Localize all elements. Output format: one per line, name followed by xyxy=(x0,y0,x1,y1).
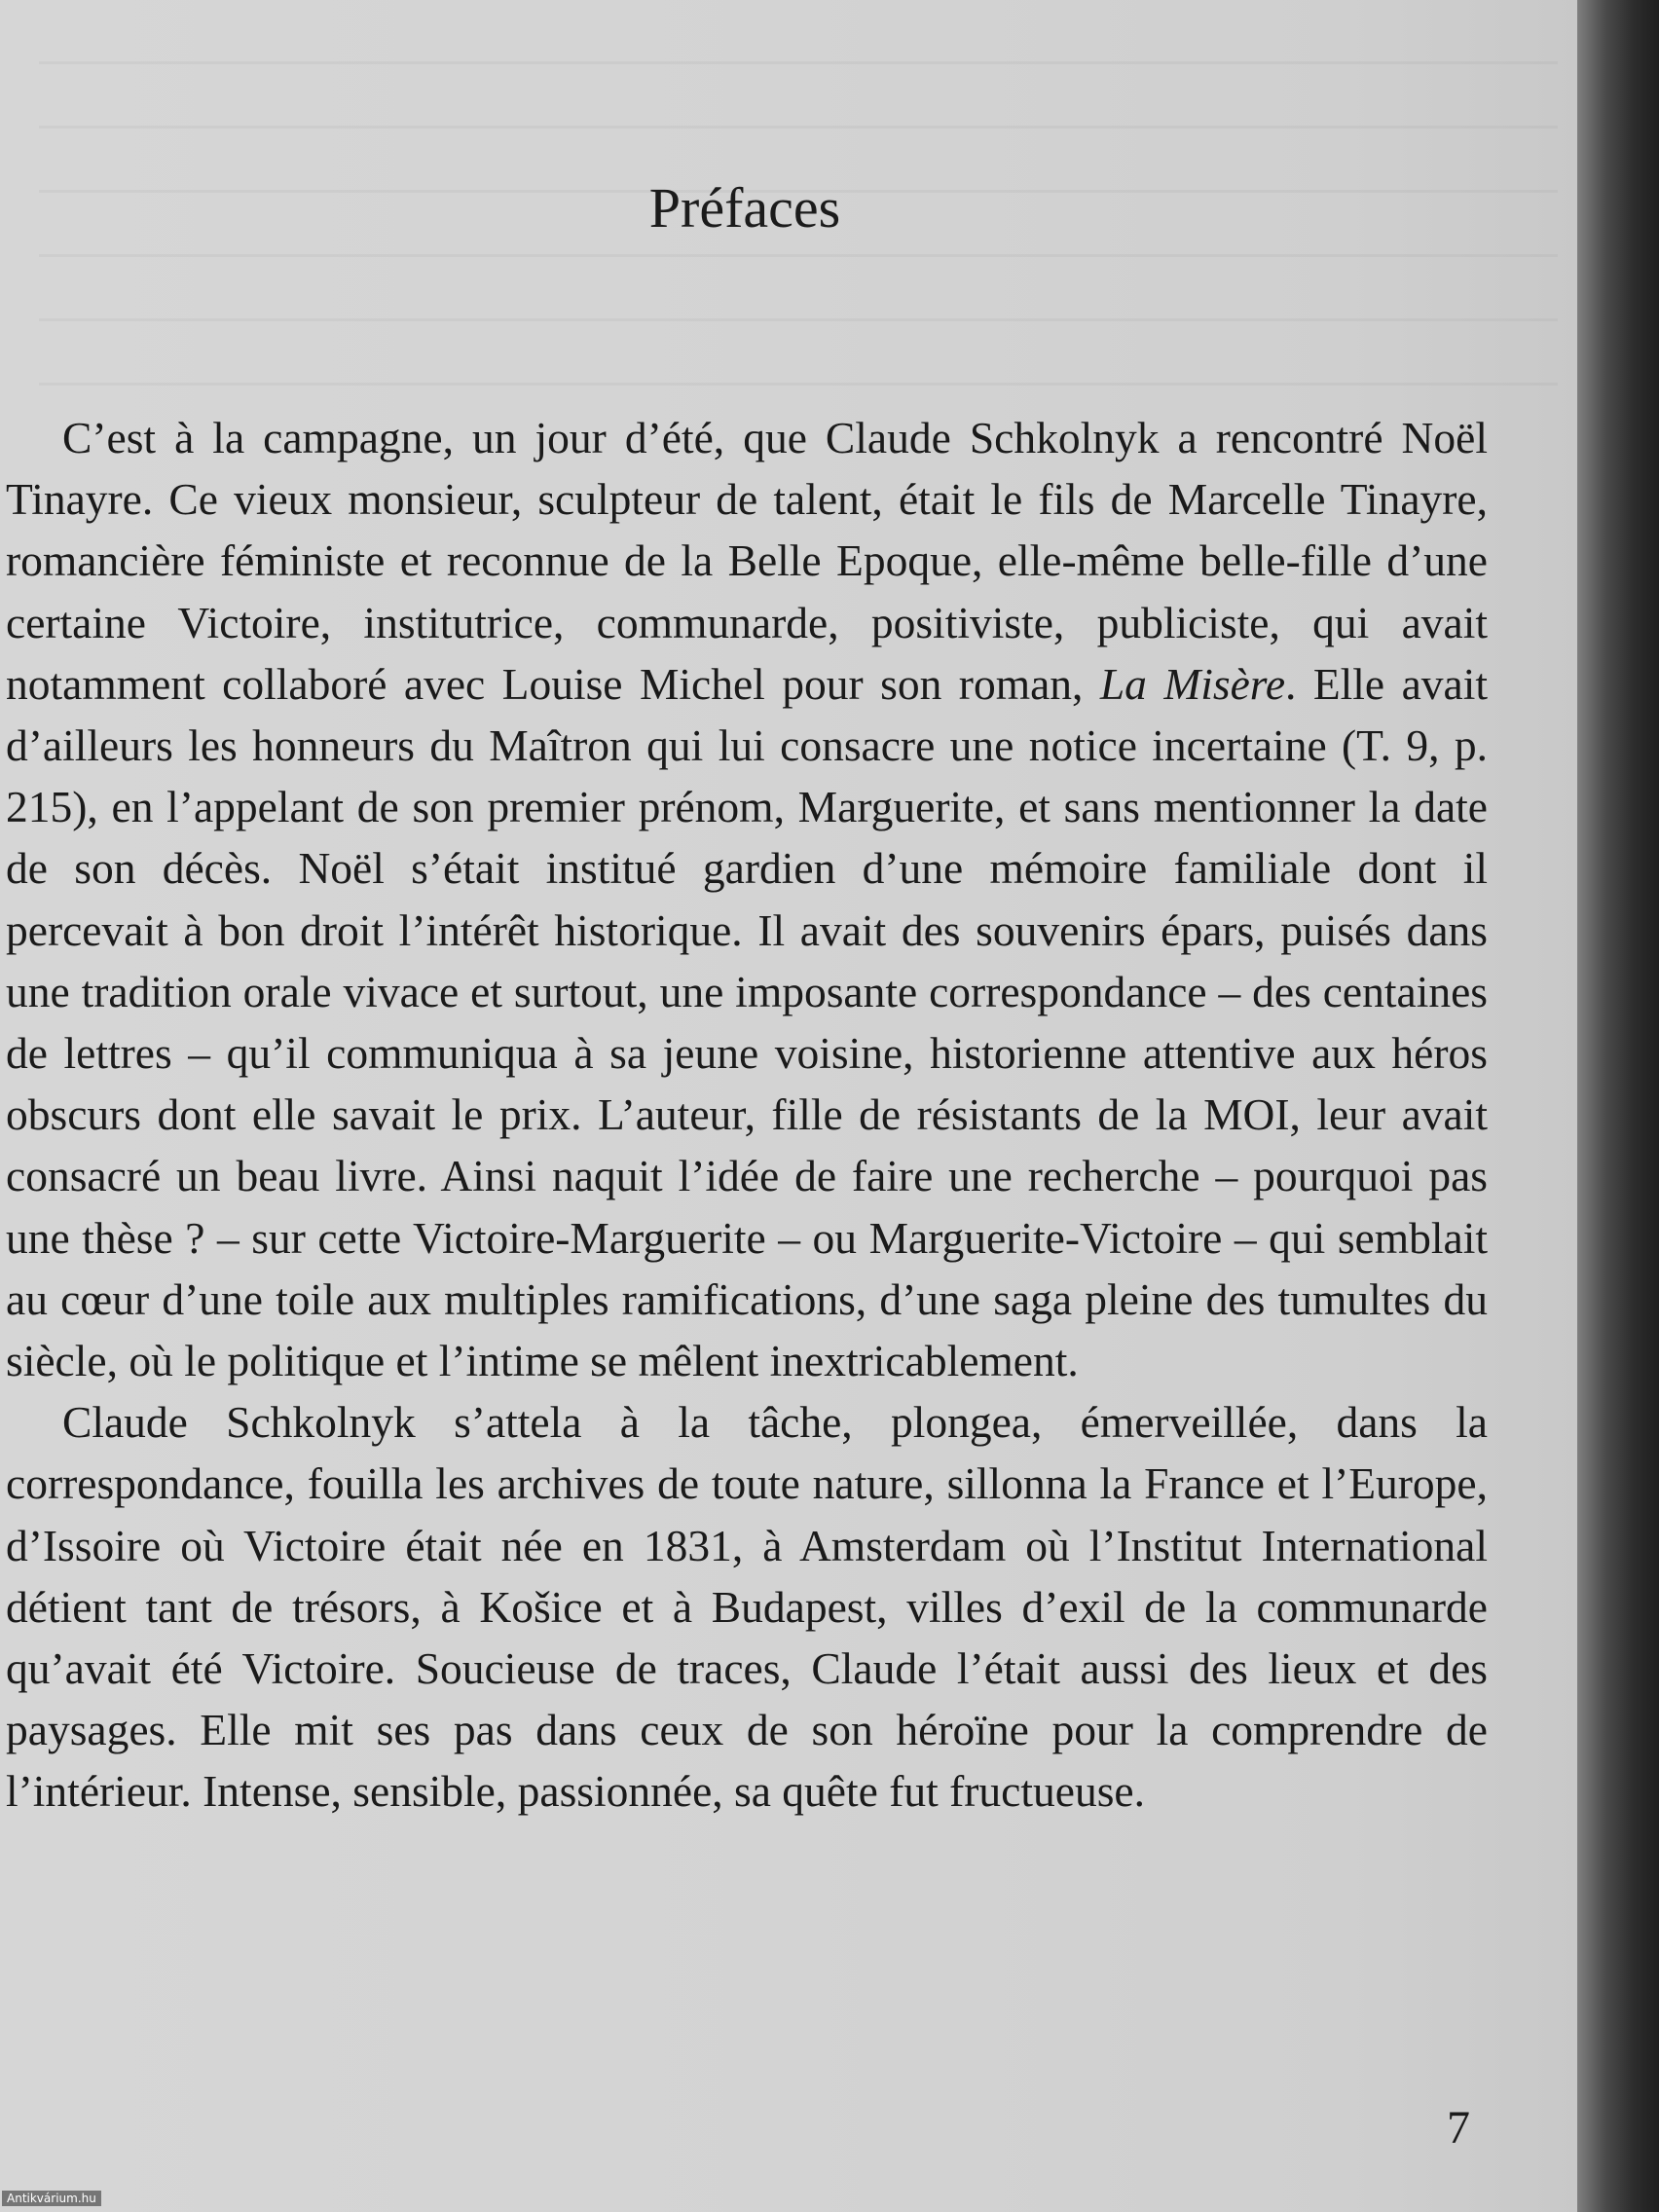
book-title-italic: La Misère xyxy=(1099,658,1286,709)
watermark: Antikvárium.hu xyxy=(2,2191,101,2206)
book-spine-shadow xyxy=(1577,0,1659,2212)
paragraph: C’est à la campagne, un jour d’été, que Claude Schkolnyk a rencontré Noël Tinayre. Ce vieux monsieur, sculpteur de talent, était le fils de Marcelle Tinayre, romancière féministe et reconnue de la Belle Epoque, elle-même belle-fille d’une certaine Victoire, institutrice, communarde, positiviste, publiciste, qui avait notamment collaboré avec Louise Michel pour son roman, La Misère. Elle avait d’ailleurs les honneurs du Maîtron qui lui consacre une notice incertaine (T. 9, p. 215), en l’appelant de son premier prénom, Marguerite, et sans mentionner la date de son décès. Noël s’était institué gardien d’une mémoire familiale dont il percevait à bon droit l’intérêt historique. Il avait des souvenirs épars, puisés dans une tradition orale vivace et surtout, une imposante correspondance – des centaines de lettres – qu’il communiqua à sa jeune voisine, historienne attentive aux héros obscurs dont elle savait le prix. L’auteur, fille de résistants de la MOI, leur avait consacré un beau livre. Ainsi naquit l’idée de faire une recherche – pourquoi pas une thèse ? – sur cette Victoire-Marguerite – ou Marguerite-Victoire – qui semblait au cœur d’une toile aux multiples ramifications, d’une saga pleine des tumultes du siècle, où le politique et l’intime se mêlent inextricablement. xyxy=(6,413,1489,1386)
page-title: Préfaces xyxy=(648,176,841,240)
paragraph: Claude Schkolnyk s’attela à la tâche, plongea, émerveillée, dans la correspondance, fouilla les archives de toute nature, sillonna la France et l’Europe, d’Issoire où Victoire était née en 1831, à Amsterdam où l’Institut International détient tant de trésors, à Košice et à Budapest, villes d’exil de la communarde qu’avait été Victoire. Soucieuse de traces, Claude l’était aussi des lieux et des paysages. Elle mit ses pas dans ceux de son héroïne pour la comprendre de l’intérieur. Intense, sensible, passionnée, sa quête fut fructueuse. xyxy=(6,1397,1488,1817)
page-number: 7 xyxy=(1447,2102,1470,2154)
body-text xyxy=(6,407,1488,1823)
